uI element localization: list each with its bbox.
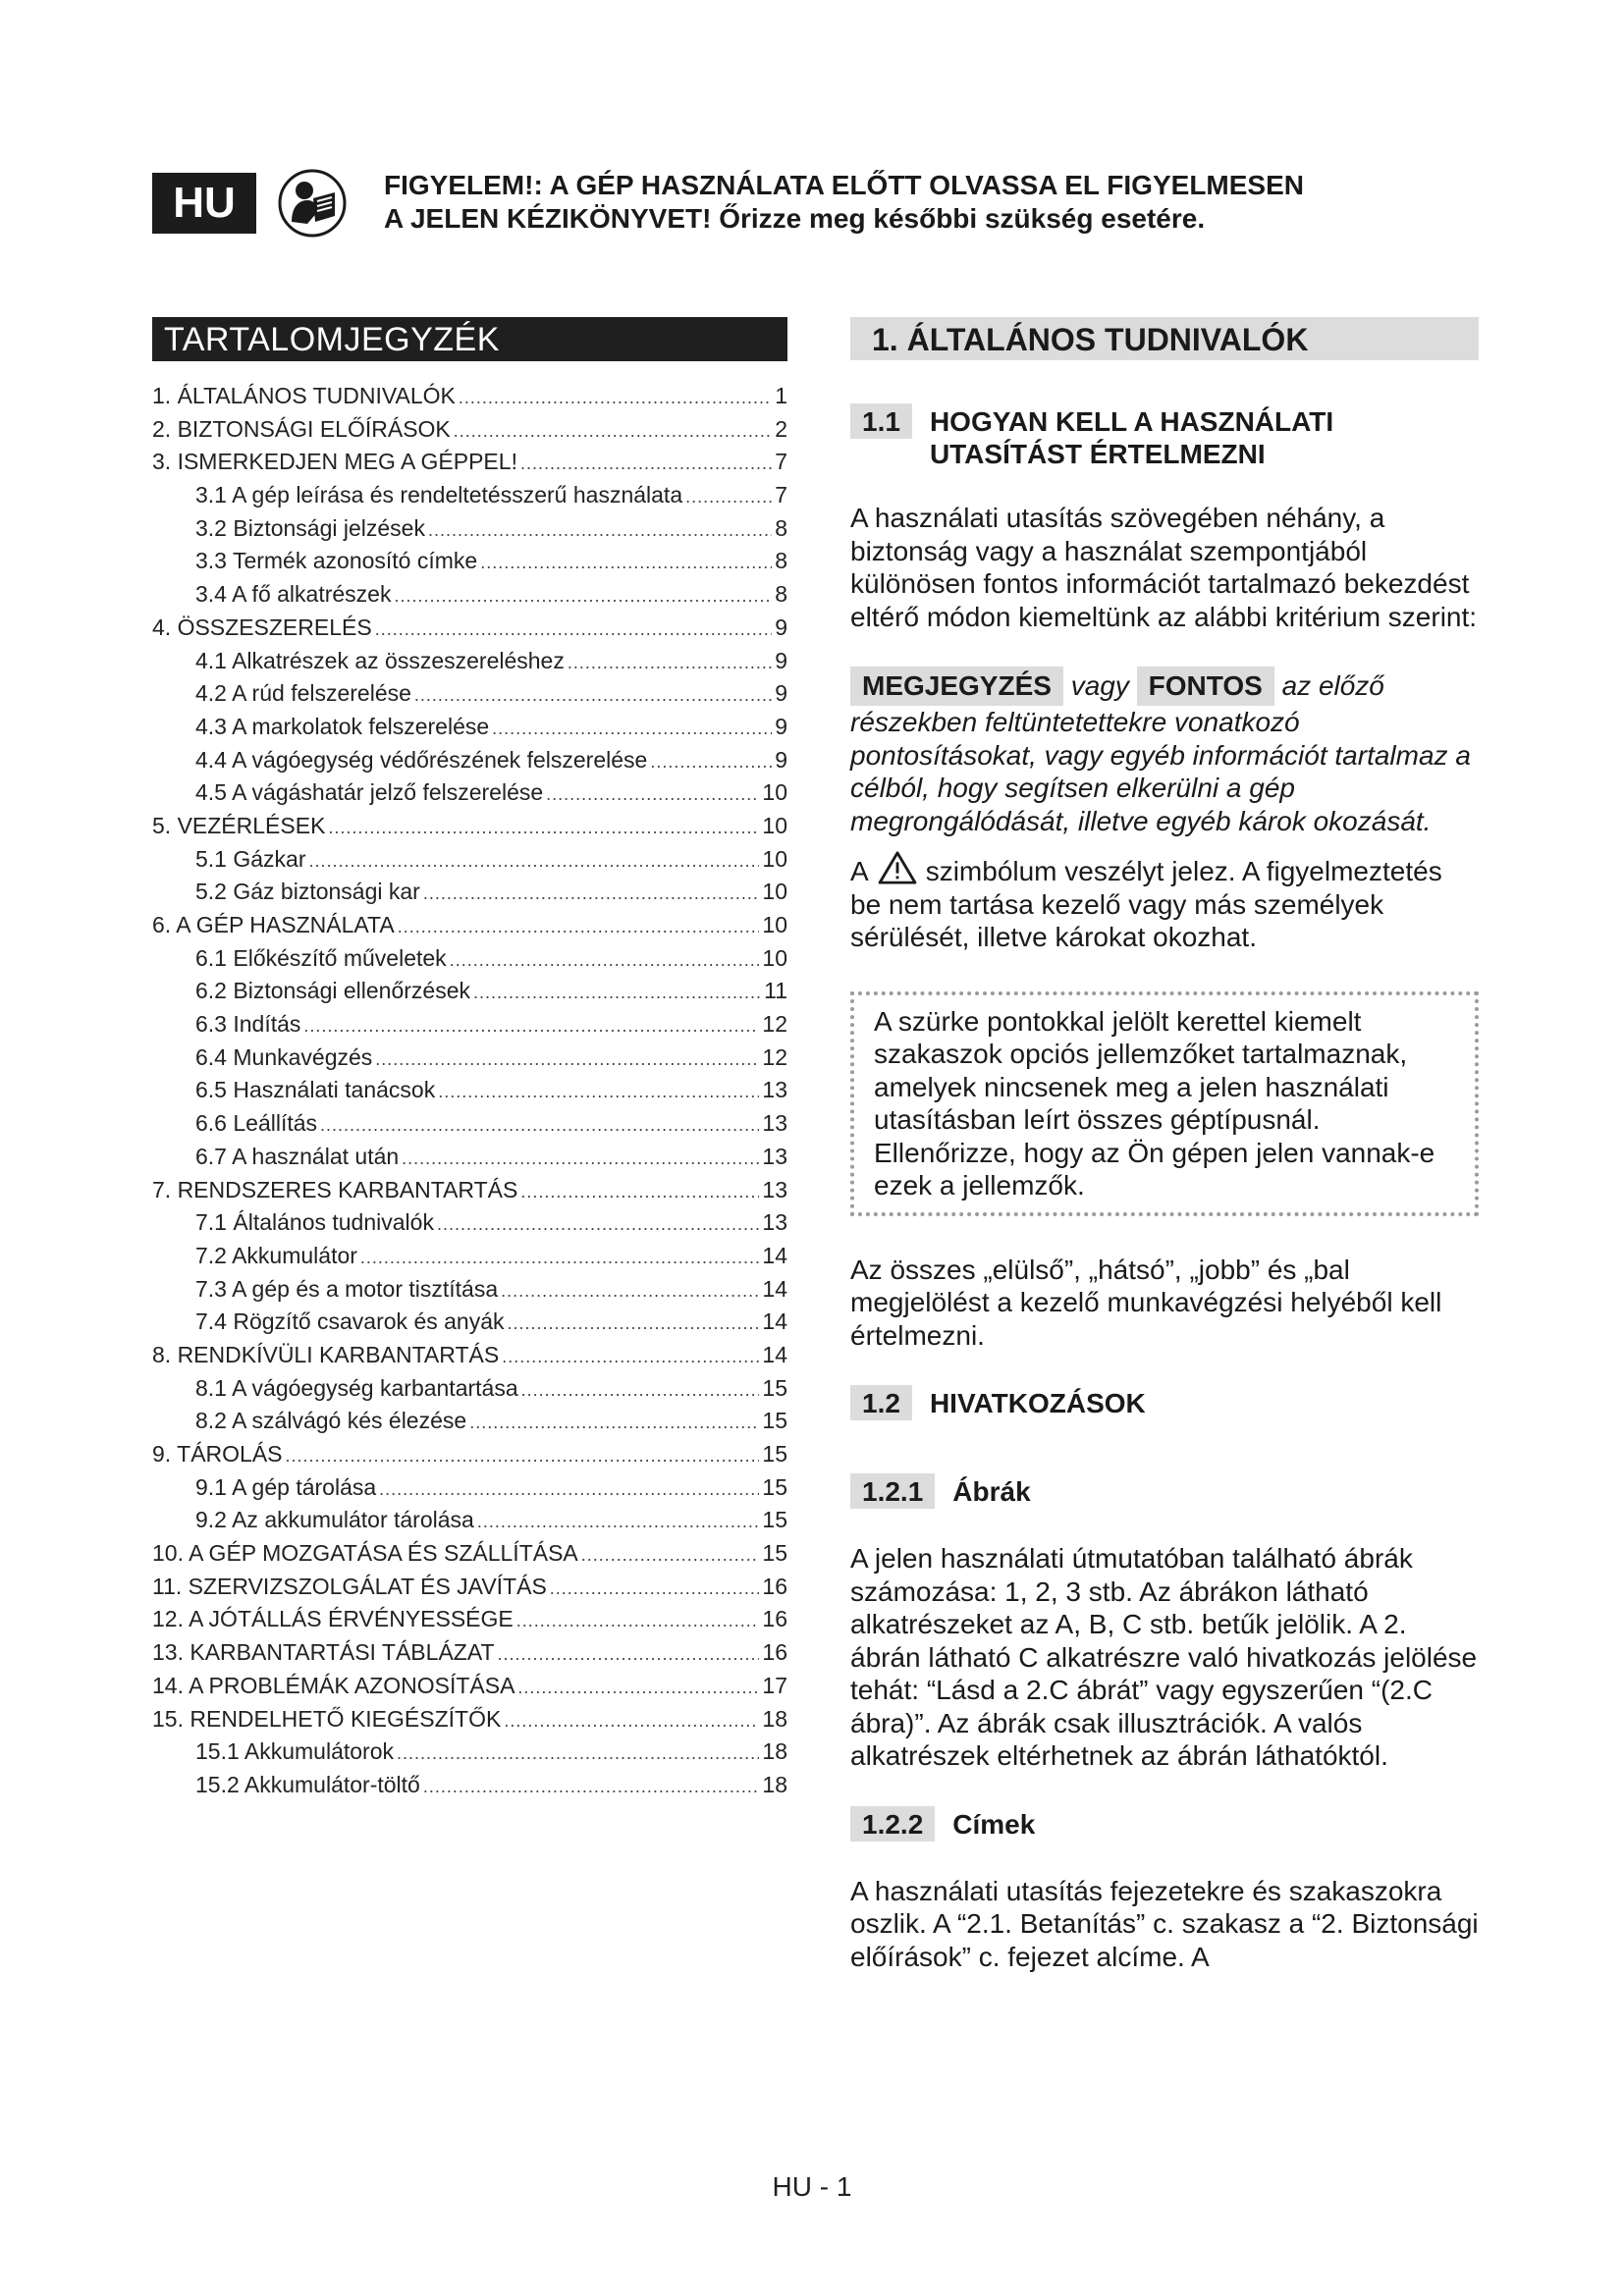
toc-entry	[152, 1738, 787, 1772]
toc-entry	[152, 879, 787, 912]
toc-entry-label: 9. TÁROLÁS	[152, 1441, 283, 1467]
toc-entry-label: 13. KARBANTARTÁSI TÁBLÁZAT	[152, 1639, 495, 1666]
symbol-pre: A	[850, 856, 868, 886]
section-1-2-heading	[850, 1385, 1479, 1420]
toc-leader-dots	[423, 883, 760, 904]
toc-leader-dots	[521, 1380, 760, 1401]
toc-entry-label: 3.2 Biztonsági jelzések	[195, 514, 425, 541]
toc-leader-dots	[459, 388, 772, 408]
toc-entry	[152, 614, 787, 648]
toc-entry	[152, 1540, 787, 1574]
toc-leader-dots	[520, 454, 772, 474]
toc-entry	[152, 1375, 787, 1409]
toc-entry-label: 15.1 Akkumulátorok	[195, 1738, 395, 1765]
orientation-paragraph: Az összes „elülső”, „hátsó”, „jobb” és „bal megjelölést a kezelő munkavégzési helyéből kell értelmezni.	[850, 1254, 1442, 1351]
symbol-text: szimbólum veszélyt jelez. A figyelmeztetés be nem tartása kezelő vagy más személyek sérülését, illetve károkat okozhat.	[850, 856, 1442, 952]
toc-entry	[152, 747, 787, 780]
figures-paragraph: A jelen használati útmutatóban található ábrák számozása: 1, 2, 3 stb. Az ábrákon látható alkatrészeket az A, B, C stb. betűk jelölik. A 2. ábrán látható C alkatrészre való hivatkozás jelölése tehát: “Lásd a 2.C ábrát” vagy egyszerűen “(2.C ábra)”. Az ábrák csak illusztrációk. A valós alkatrészek eltérhetnek az ábrán láthatóktól.	[850, 1543, 1478, 1771]
toc-entry-page: 10	[762, 944, 787, 971]
toc-entry-label: 3. ISMERKEDJEN MEG A GÉPPEL!	[152, 449, 517, 475]
toc-entry-label: 4.5 A vágáshatár jelző felszerelése	[195, 779, 544, 806]
toc-leader-dots	[360, 1248, 759, 1268]
toc-leader-dots	[454, 421, 772, 442]
toc-entry-page: 8	[775, 581, 787, 608]
toc-entry-label: 7.2 Akkumulátor	[195, 1242, 357, 1268]
toc-entry-label: 8.2 A szálvágó kés élezése	[195, 1408, 467, 1434]
toc-entry-page: 12	[762, 1043, 787, 1070]
toc-entry	[152, 1177, 787, 1210]
toc-entry	[152, 912, 787, 945]
toc-entry-page: 9	[775, 680, 787, 707]
toc-entry-page: 8	[775, 514, 787, 541]
toc-entry-page: 11	[764, 978, 787, 1004]
section-number: 1.2.1	[850, 1473, 935, 1509]
toc-entry-label: 9.1 A gép tárolása	[195, 1473, 377, 1500]
toc-entry-page: 13	[762, 1110, 787, 1137]
toc-entry	[152, 1144, 787, 1177]
toc-leader-dots	[450, 950, 760, 971]
toc-entry-label: 8.1 A vágóegység karbantartása	[195, 1374, 518, 1401]
toc-leader-dots	[423, 1777, 760, 1797]
toc-leader-dots	[516, 1611, 760, 1631]
toc-entry-page: 7	[775, 449, 787, 475]
toc-leader-dots	[480, 553, 772, 573]
toc-entry-page: 18	[762, 1738, 787, 1765]
toc-entry-page: 14	[762, 1242, 787, 1268]
table-of-contents	[152, 317, 787, 1805]
toc-leader-dots	[685, 487, 772, 507]
toc-list	[152, 383, 787, 1805]
page-number: HU - 1	[772, 2171, 852, 2202]
toc-entry	[152, 945, 787, 979]
chapter-title: 1. ÁLTALÁNOS TUDNIVALÓK	[850, 317, 1479, 360]
toc-leader-dots	[414, 685, 772, 706]
toc-entry-page: 15	[762, 1540, 787, 1567]
toc-entry-page: 13	[762, 1143, 787, 1169]
toc-entry-label: 8. RENDKÍVÜLI KARBANTARTÁS	[152, 1341, 500, 1367]
toc-leader-dots	[402, 1148, 759, 1169]
toc-entry	[152, 1243, 787, 1276]
optional-features-text: A szürke pontokkal jelölt kerettel kiemelt szakaszok opciós jellemzőket tartalmaznak, amelyek nincsenek meg a jelen használati utasításban leírt összes géptípusnál. Ellenőrizze, hogy az Ön gépen jelen vannak-e ezek a jellemzők.	[874, 1005, 1435, 1201]
language-badge: HU	[152, 173, 256, 234]
section-number: 1.1	[850, 403, 912, 439]
toc-entry	[152, 1507, 787, 1540]
toc-entry-label: 12. A JÓTÁLLÁS ÉRVÉNYESSÉGE	[152, 1606, 514, 1632]
toc-entry	[152, 383, 787, 416]
toc-entry-page: 15	[762, 1441, 787, 1467]
toc-entry-label: 6.4 Munkavégzés	[195, 1043, 373, 1070]
or-word: vagy	[1070, 670, 1129, 701]
toc-entry-page: 9	[775, 614, 787, 640]
section-1-2-2-heading	[850, 1806, 1479, 1842]
toc-entry-page: 15	[762, 1507, 787, 1533]
toc-entry-page: 2	[775, 415, 787, 442]
warning-line-2: A JELEN KÉZIKÖNYVET! Őrizze meg későbbi szükség esetére.	[384, 203, 1206, 234]
toc-title: TARTALOMJEGYZÉK	[152, 317, 787, 361]
toc-entry-page: 8	[775, 548, 787, 574]
toc-entry	[152, 548, 787, 581]
toc-entry-label: 7.4 Rögzítő csavarok és anyák	[195, 1308, 505, 1335]
page-header	[152, 169, 1478, 242]
safety-warning	[384, 169, 1464, 236]
toc-entry-label: 10. A GÉP MOZGATÁSA ÉS SZÁLLÍTÁSA	[152, 1540, 578, 1567]
note-label: MEGJEGYZÉS	[850, 667, 1063, 706]
toc-entry-page: 15	[762, 1473, 787, 1500]
toc-entry-page: 14	[762, 1275, 787, 1302]
toc-leader-dots	[650, 752, 772, 773]
toc-entry-page: 10	[762, 812, 787, 838]
toc-leader-dots	[473, 983, 761, 1003]
optional-features-box	[850, 991, 1479, 1216]
intro-paragraph: A használati utasítás szövegében néhány, a biztonság vagy a használat szempontjából különösen fontos információt tartalmazó bekezdést eltérő módon kiemeltünk az alábbi kritérium szerint:	[850, 503, 1478, 632]
toc-entry	[152, 416, 787, 450]
toc-entry-page: 13	[762, 1077, 787, 1103]
toc-leader-dots	[501, 1281, 759, 1302]
toc-entry-page: 14	[762, 1341, 787, 1367]
toc-leader-dots	[309, 851, 760, 872]
toc-entry-page: 16	[762, 1573, 787, 1599]
toc-entry	[152, 779, 787, 813]
toc-leader-dots	[492, 719, 772, 739]
toc-entry-page: 12	[762, 1011, 787, 1038]
toc-leader-dots	[303, 1016, 759, 1037]
toc-entry-label: 6.7 A használat után	[195, 1143, 400, 1169]
toc-entry-label: 6. A GÉP HASZNÁLATA	[152, 912, 395, 937]
toc-entry-page: 10	[762, 845, 787, 872]
toc-entry	[152, 449, 787, 482]
toc-entry-page: 13	[762, 1209, 787, 1236]
toc-entry	[152, 1110, 787, 1144]
toc-entry-page: 1	[775, 383, 787, 408]
note-explanation	[850, 667, 1479, 837]
toc-entry-label: 4.2 A rúd felszerelése	[195, 680, 411, 707]
toc-entry	[152, 1606, 787, 1639]
section-1-1-heading	[850, 403, 1479, 470]
titles-paragraph: A használati utasítás fejezetekre és szakaszokra oszlik. A “2.1. Betanítás” c. szakasz a “2. Biztonsági előírások” c. fejezet alcíme. A	[850, 1875, 1479, 1972]
toc-entry-page: 16	[762, 1639, 787, 1666]
toc-entry	[152, 1276, 787, 1309]
toc-entry	[152, 1209, 787, 1243]
note-text: az előző részekben feltüntetettekre vonatkozó pontosításokat, vagy egyéb információt tartalmaz a célból, hogy segítsen elkerülni a gép megrongálódását, illetve egyéb károk okozását.	[850, 670, 1471, 836]
toc-entry	[152, 1639, 787, 1673]
toc-entry-label: 6.2 Biztonsági ellenőrzések	[195, 978, 470, 1004]
toc-entry	[152, 813, 787, 846]
toc-entry	[152, 515, 787, 549]
toc-entry	[152, 1706, 787, 1739]
toc-entry-page: 17	[762, 1672, 787, 1698]
toc-entry	[152, 1011, 787, 1044]
toc-entry-label: 4. ÖSSZESZERELÉS	[152, 614, 372, 640]
section-title: HOGYAN KELL A HASZNÁLATI UTASÍTÁST ÉRTELMEZNI	[929, 406, 1334, 469]
toc-leader-dots	[469, 1413, 759, 1433]
toc-entry	[152, 1772, 787, 1805]
toc-entry-page: 10	[762, 912, 787, 937]
toc-entry	[152, 846, 787, 880]
toc-entry-label: 6.5 Használati tanácsok	[195, 1077, 436, 1103]
toc-leader-dots	[437, 1214, 759, 1235]
toc-entry-label: 3.1 A gép leírása és rendeltetésszerű használata	[195, 482, 683, 508]
toc-entry	[152, 1474, 787, 1508]
toc-leader-dots	[375, 1049, 759, 1070]
toc-leader-dots	[428, 520, 772, 541]
toc-leader-dots	[520, 1182, 759, 1202]
toc-leader-dots	[328, 818, 759, 838]
section-1-2-1-heading	[850, 1473, 1479, 1509]
toc-leader-dots	[504, 1711, 759, 1732]
toc-entry	[152, 482, 787, 515]
toc-entry-label: 1. ÁLTALÁNOS TUDNIVALÓK	[152, 383, 456, 408]
toc-entry	[152, 1342, 787, 1375]
toc-leader-dots	[398, 917, 760, 937]
toc-leader-dots	[394, 586, 772, 607]
section-title: Ábrák	[952, 1476, 1031, 1507]
toc-leader-dots	[502, 1347, 759, 1367]
toc-entry-page: 7	[775, 482, 787, 508]
toc-leader-dots	[546, 784, 759, 805]
toc-entry-page: 9	[775, 746, 787, 773]
toc-entry	[152, 1673, 787, 1706]
toc-entry	[152, 1044, 787, 1078]
toc-entry	[152, 648, 787, 681]
toc-entry-label: 15.2 Akkumulátor-töltő	[195, 1771, 420, 1797]
toc-entry-page: 13	[762, 1176, 787, 1202]
important-label: FONTOS	[1137, 667, 1274, 706]
toc-entry-page: 10	[762, 879, 787, 905]
toc-leader-dots	[508, 1313, 760, 1334]
warning-triangle-icon	[877, 851, 918, 884]
toc-entry	[152, 1574, 787, 1607]
section-number: 1.2.2	[850, 1806, 935, 1842]
toc-entry-label: 3.4 A fő alkatrészek	[195, 581, 392, 608]
section-number: 1.2	[850, 1385, 912, 1420]
toc-entry	[152, 581, 787, 614]
toc-entry-label: 4.3 A markolatok felszerelése	[195, 713, 490, 739]
toc-entry-label: 5.1 Gázkar	[195, 845, 306, 872]
toc-leader-dots	[517, 1678, 759, 1698]
toc-entry-page: 18	[762, 1771, 787, 1797]
toc-entry-page: 9	[775, 647, 787, 673]
toc-leader-dots	[438, 1082, 759, 1102]
toc-leader-dots	[397, 1743, 759, 1764]
toc-entry-label: 11. SZERVIZSZOLGÁLAT ÉS JAVÍTÁS	[152, 1573, 547, 1599]
toc-entry	[152, 1077, 787, 1110]
toc-entry-page: 15	[762, 1374, 787, 1401]
toc-entry-label: 6.3 Indítás	[195, 1011, 301, 1038]
toc-entry-label: 7.3 A gép és a motor tisztítása	[195, 1275, 499, 1302]
toc-entry-label: 9.2 Az akkumulátor tárolása	[195, 1507, 474, 1533]
toc-leader-dots	[379, 1479, 759, 1500]
toc-leader-dots	[320, 1115, 759, 1136]
toc-leader-dots	[581, 1545, 760, 1566]
toc-entry-page: 14	[762, 1308, 787, 1335]
toc-entry-page: 10	[762, 779, 787, 806]
toc-entry-label: 7.1 Általános tudnivalók	[195, 1209, 434, 1236]
toc-entry-page: 18	[762, 1705, 787, 1732]
toc-entry-page: 9	[775, 713, 787, 739]
toc-leader-dots	[286, 1446, 760, 1467]
toc-entry-label: 3.3 Termék azonosító címke	[195, 548, 478, 574]
toc-entry-label: 5. VEZÉRLÉSEK	[152, 812, 326, 838]
toc-entry	[152, 978, 787, 1011]
toc-entry-label: 4.1 Alkatrészek az összeszereléshez	[195, 647, 565, 673]
toc-entry-page: 16	[762, 1606, 787, 1632]
toc-entry	[152, 1308, 787, 1342]
toc-entry-label: 15. RENDELHETŐ KIEGÉSZÍTŐK	[152, 1705, 502, 1732]
general-information-section	[850, 317, 1479, 1973]
warning-line-1: FIGYELEM!: A GÉP HASZNÁLATA ELŐTT OLVASSA EL FIGYELMESEN	[384, 170, 1304, 200]
toc-leader-dots	[477, 1512, 760, 1532]
toc-entry	[152, 714, 787, 747]
toc-entry-label: 14. A PROBLÉMÁK AZONOSÍTÁSA	[152, 1672, 515, 1698]
toc-entry-label: 7. RENDSZERES KARBANTARTÁS	[152, 1176, 518, 1202]
read-manual-icon	[278, 169, 347, 238]
toc-entry-label: 4.4 A vágóegység védőrészének felszerelése	[195, 746, 648, 773]
toc-entry	[152, 1408, 787, 1441]
warning-symbol-paragraph	[850, 851, 1479, 954]
toc-leader-dots	[375, 619, 773, 640]
toc-entry	[152, 680, 787, 714]
toc-entry-page: 15	[762, 1408, 787, 1434]
toc-entry-label: 6.1 Előkészítő műveletek	[195, 944, 447, 971]
toc-entry-label: 2. BIZTONSÁGI ELŐÍRÁSOK	[152, 415, 451, 442]
toc-leader-dots	[550, 1578, 760, 1599]
toc-entry-label: 5.2 Gáz biztonsági kar	[195, 879, 420, 905]
toc-leader-dots	[568, 653, 772, 673]
section-title: HIVATKOZÁSOK	[929, 1388, 1146, 1418]
toc-entry-label: 6.6 Leállítás	[195, 1110, 318, 1137]
section-title: Címek	[952, 1808, 1036, 1840]
toc-leader-dots	[498, 1644, 760, 1665]
toc-entry	[152, 1441, 787, 1474]
